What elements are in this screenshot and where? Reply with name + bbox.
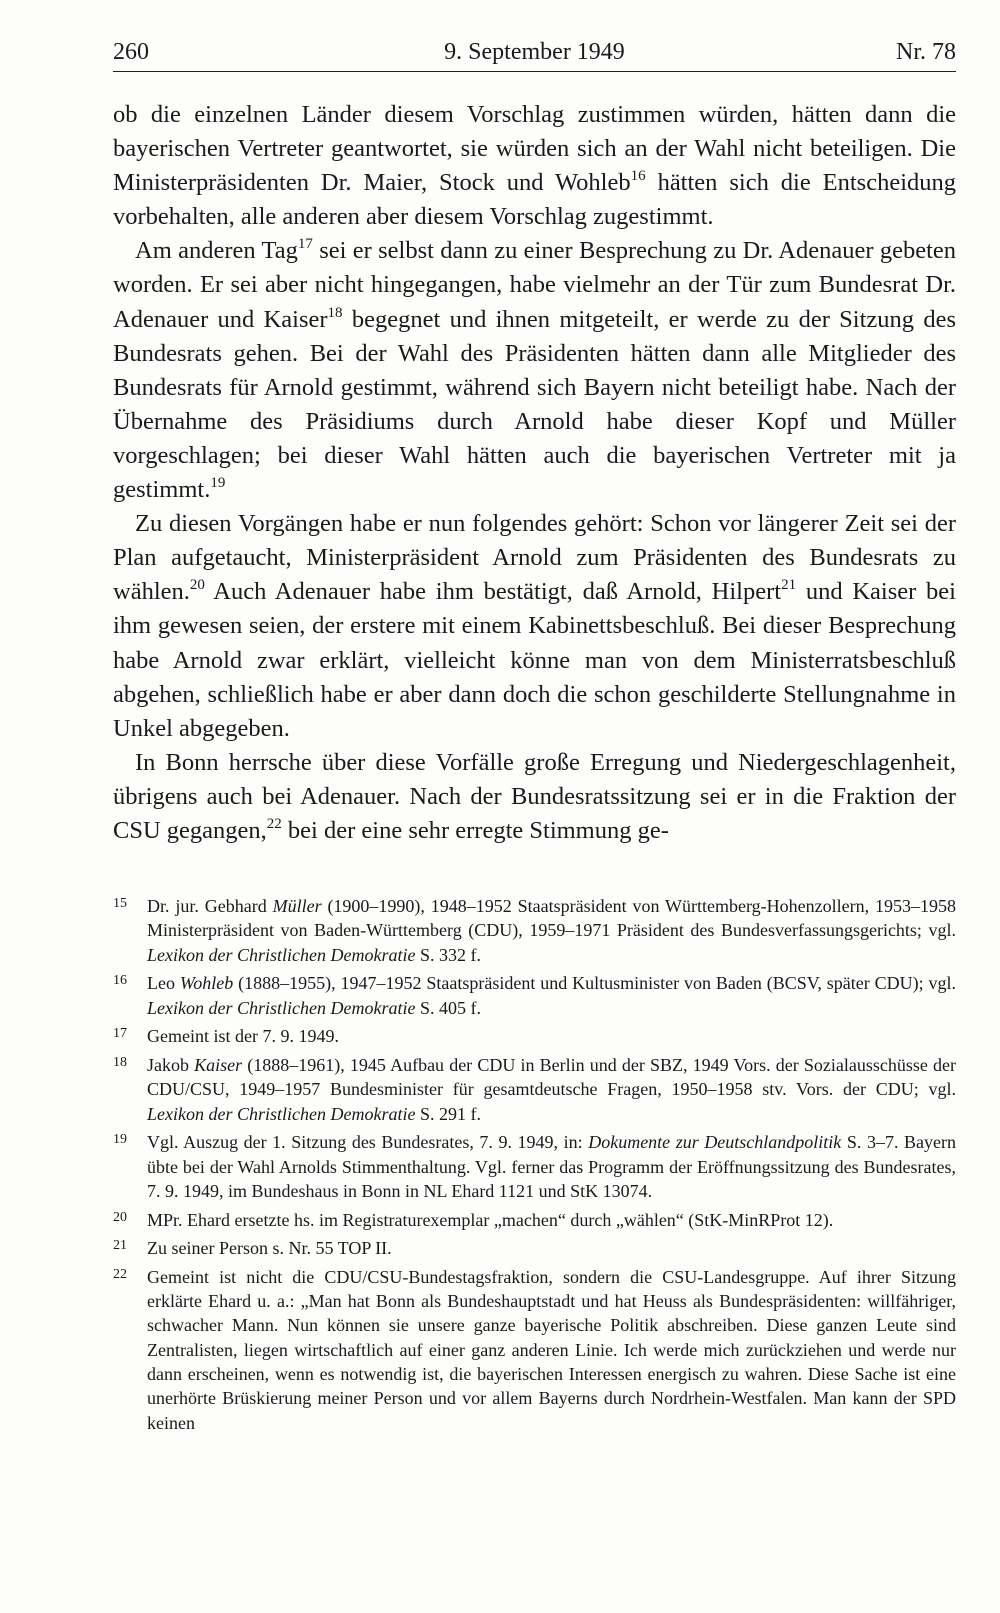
footnote-ref: 20 (189, 577, 205, 594)
text-run: (1900–1990), 1948–1952 Staatspräsident von Württemberg-Hohenzollern, 1953–1958 Ministerpräsident von Baden-Württemberg (CDU), 1959–1971 Präsident des Bundesverfassungsgerichts; vgl. (147, 896, 956, 941)
footnote (113, 1130, 956, 1203)
footnote-number: 15 (113, 896, 127, 911)
header-rule (113, 71, 956, 72)
paragraph (113, 746, 956, 848)
footnote (113, 894, 956, 967)
footnote (113, 1265, 956, 1435)
text-run: (1888–1961), 1945 Aufbau der CDU in Berlin und der SBZ, 1949 Vors. der Sozialausschüsse der CDU/CSU, 1949–1957 Bundesminister für gesamtdeutsche Fragen, 1950–1958 stv. Vors. der CDU; vgl. (147, 1054, 957, 1100)
paragraph (113, 507, 956, 746)
header-date: 9. September 1949 (444, 39, 625, 65)
footnote (113, 1236, 956, 1260)
page-number: 260 (113, 39, 149, 65)
text-run: S. 3–7. Bayern übte bei der Wahl Arnolds Stimmenthaltung. Vgl. ferner das Programm der Eröffnungssitzung des Bundesrates, 7. 9. 1949, im Bundeshaus in Bonn in NL Ehard 1121 und StK 13074. (147, 1132, 956, 1201)
text-run: sei er selbst dann zu einer Besprechung zu Dr. Adenauer gebeten worden. Er sei aber nicht hingegangen, habe vielmehr an der Tür zum Bundesrat Dr. Adenauer und Kaiser (113, 237, 957, 333)
text-run: begegnet und ihnen mitgeteilt, er werde zu der Sitzung des Bundesrats gehen. Bei der Wahl des Präsidenten hätten dann alle Mitglieder des Bundesrats für Arnold gestimmt, während sich Bayern nicht beteiligt habe. Nach der Übernahme des Präsidiums durch Arnold habe dieser Kopf und Müller vorgeschlagen; bei dieser Wahl hätten auch die bayerischen Vertreter mit ja gestimmt. (113, 305, 956, 504)
footnotes (113, 894, 956, 1439)
footnote (113, 1053, 956, 1126)
footnote-ref: 16 (630, 168, 646, 185)
text-run-italic: Dokumente zur Deutschlandpolitik (588, 1132, 842, 1153)
text-run-italic: Müller (272, 896, 322, 916)
footnote (113, 1024, 956, 1048)
text-run: S. 291 f. (415, 1103, 481, 1124)
text-run: S. 332 f. (415, 944, 481, 965)
text-run: ob die einzelnen Länder diesem Vorschlag zustimmen würden, hätten dann die bayerischen Vertreter geantwortet, sie würden sich an der Wahl nicht beteiligen. Die Ministerpräsidenten Dr. Maier, Stock und Wohleb (113, 101, 956, 197)
footnote-number: 16 (113, 973, 127, 989)
text-run: Zu seiner Person s. Nr. 55 TOP II. (147, 1238, 392, 1259)
text-run-italic: Lexikon der Christlichen Demokratie (147, 944, 416, 965)
text-run: Auch Adenauer habe ihm bestätigt, daß Arnold, Hilpert (204, 578, 782, 606)
text-run: Am anderen Tag (135, 237, 298, 265)
text-run: Jakob (147, 1054, 195, 1075)
running-head (113, 36, 956, 72)
footnote-ref: 18 (327, 304, 343, 321)
text-run: S. 405 f. (415, 997, 481, 1018)
text-run: bei der eine sehr erregte Stimmung ge- (281, 816, 669, 844)
paragraph (113, 234, 956, 507)
text-run: (1888–1955), 1947–1952 Staatspräsident und Kultusminister von Baden (BCSV, später CDU); vgl. (233, 973, 957, 994)
footnote-number: 17 (113, 1026, 127, 1042)
text-run: Dr. jur. Gebhard (147, 896, 273, 916)
text-run-italic: Kaiser (194, 1054, 243, 1075)
footnote (113, 971, 956, 1020)
text-run-italic: Lexikon der Christlichen Demokratie (147, 1103, 416, 1124)
text-run: Zu diesen Vorgängen habe er nun folgendes gehört: Schon vor längerer Zeit sei der Plan aufgetaucht, Ministerpräsident Arnold zum Präsidenten des Bundesrats zu wählen. (113, 510, 956, 606)
paragraph (113, 98, 956, 234)
footnote-ref: 22 (266, 815, 282, 832)
footnote-ref: 21 (781, 577, 797, 594)
document-number: Nr. 78 (896, 39, 956, 65)
text-run-italic: Wohleb (179, 973, 234, 994)
footnote-number: 19 (113, 1132, 127, 1148)
text-run: und Kaiser bei ihm gewesen seien, der erstere mit einem Kabinettsbeschluß. Bei dieser Besprechung habe Arnold zwar erklärt, vielleicht könne man von dem Ministerratsbeschluß abgehen, schließlich habe er aber dann doch die schon geschilderte Stellungnahme in Unkel abgegeben. (113, 578, 956, 742)
text-run-italic: Lexikon der Christlichen Demokratie (147, 997, 416, 1018)
body-text (113, 98, 956, 848)
footnote-number: 22 (113, 1266, 127, 1282)
text-run: hätten sich die Entscheidung vorbehalten, alle anderen aber diesem Vorschlag zugestimmt. (113, 169, 956, 231)
footnote-number: 21 (113, 1238, 127, 1254)
text-run: MPr. Ehard ersetzte hs. im Registraturexemplar „machen“ durch „wählen“ (StK-MinRProt 12). (147, 1209, 834, 1230)
footnote-ref: 19 (210, 475, 226, 492)
text-run: Gemeint ist der 7. 9. 1949. (147, 1026, 339, 1047)
text-run: Gemeint ist nicht die CDU/CSU-Bundestagsfraktion, sondern die CSU-Landesgruppe. Auf ihrer Sitzung erklärte Ehard u. a.: „Man hat Bonn als Bundeshauptstadt und hat Heuss als Bundespräsidenten: willfähriger, schwacher Mann. Nun können sie unsere ganze bayerische Politik abschreiben. Diese ganzen Leute sind Zentralisten, liegen wirtschaftlich auf einer ganz anderen Linie. Ich werde mich zurückziehen und werde nur dann erscheinen, wenn es notwendig ist, die bayerischen Interessen energisch zu wahren. Diese Sache ist eine unerhörte Brüskierung meiner Person und vor allem Bayerns durch Nordrhein-Westfalen. Man kann der SPD keinen (147, 1266, 956, 1433)
text-run: Vgl. Auszug der 1. Sitzung des Bundesrates, 7. 9. 1949, in: (147, 1132, 589, 1153)
footnote-number: 18 (113, 1054, 127, 1070)
footnote (113, 1208, 956, 1232)
footnote-number: 20 (113, 1209, 127, 1225)
text-run: Leo (147, 973, 180, 994)
footnote-ref: 17 (297, 236, 313, 253)
text-run: In Bonn herrsche über diese Vorfälle große Erregung und Niedergeschlagenheit, übrigens auch bei Adenauer. Nach der Bundesratssitzung sei er in die Fraktion der CSU gegangen, (113, 748, 956, 844)
